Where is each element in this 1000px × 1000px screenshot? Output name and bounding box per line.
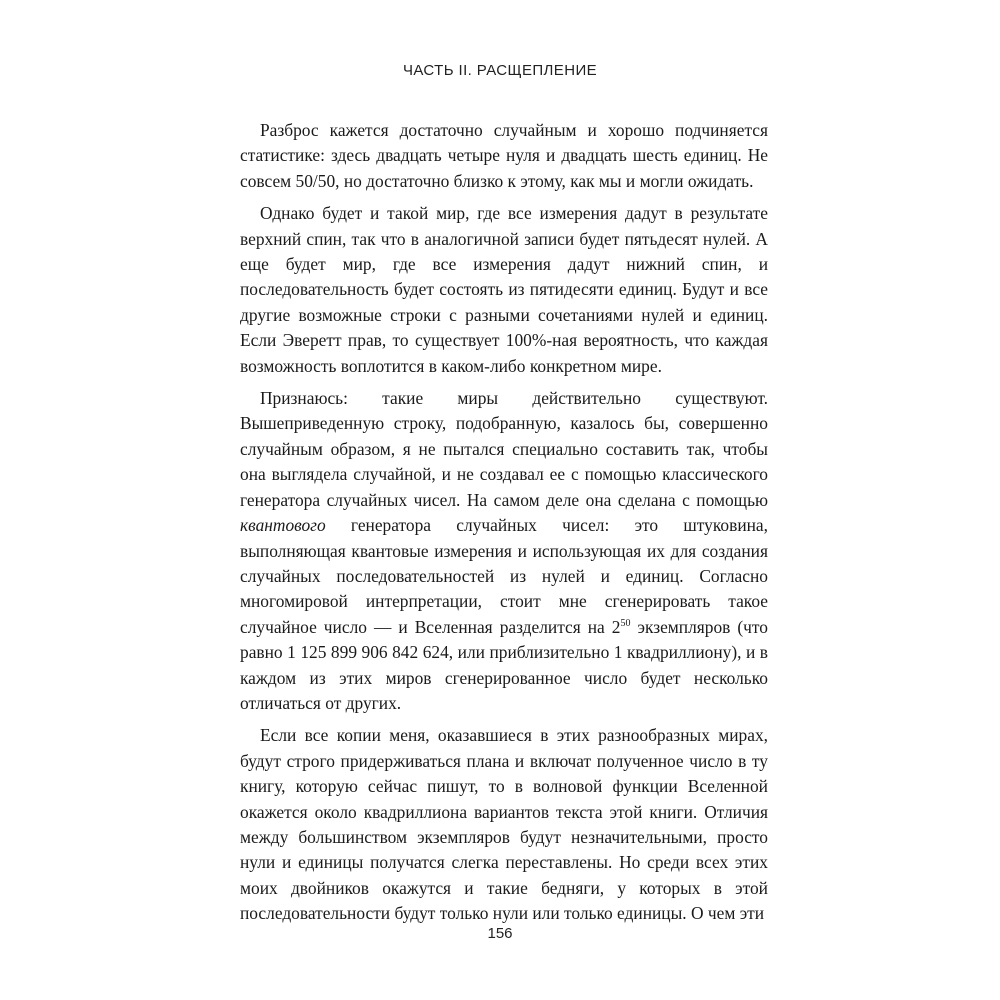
paragraph: Разброс кажется достаточно случайным и хорошо подчиняется статистике: здесь двадцать четыре нуля и двадцать шесть единиц. Не совсем 50/50, но достаточно близко к этому, как мы и могли ожидать. [240,120,768,191]
body-text [240,118,768,934]
paragraph-text: генератора случайных чисел: это штуковина, выполняющая квантовые измерения и использующая их для создания случайных последовательностей из нулей и единиц. Согласно многомировой интерпретации, стоит мне сгенерировать такое случайное число — и Вселенная разделится на 2 [240,515,768,637]
exponent: 50 [620,617,631,629]
paragraph: Если все копии меня, оказавшиеся в этих разнообразных мирах, будут строго придерживаться плана и включат полученное число в ту книгу, которую сейчас пишут, то в волновой функции Вселенной окажется около квадриллиона вариантов текста этой книги. Отличия между большинством экземпляров будут незначительными, просто нули и единицы получатся слегка переставлены. Но среди всех этих моих двойников окажутся и такие бедняги, у которых в этой последовательности будут только нули или только единицы. О чем эти [240,725,768,924]
page-number: 156 [487,925,513,942]
paragraph [240,386,768,716]
paragraph: Однако будет и такой мир, где все измерения дадут в результате верхний спин, так что в аналогичной записи будет пятьдесят нулей. А еще будет мир, где все измерения дадут нижний спин, и последовательность будет состоять из пятидесяти единиц. Будут и все другие возможные строки с разными сочетаниями нулей и единиц. Если Эверетт прав, то существует 100%-ная вероятность, что каждая возможность воплотится в каком-либо конкретном мире. [240,203,768,376]
paragraph-text: экземпляров (что равно 1 125 899 906 842 624, или приблизительно 1 квадриллиону), и в каждом из этих миров сгенерированное число будет несколько отличаться от других. [240,616,768,713]
running-head: ЧАСТЬ II. РАСЩЕПЛЕНИЕ [402,62,598,79]
paragraph-text: Признаюсь: такие миры действительно существуют. Вышеприведенную строку, подобранную, казалось бы, совершенно случайным образом, я не пытался специально составить так, чтобы она выглядела случайной, и не создавал ее с помощью классического генератора случайных чисел. На самом деле она сделана с помощью [240,388,768,510]
emphasis-text: квантового [240,515,326,536]
